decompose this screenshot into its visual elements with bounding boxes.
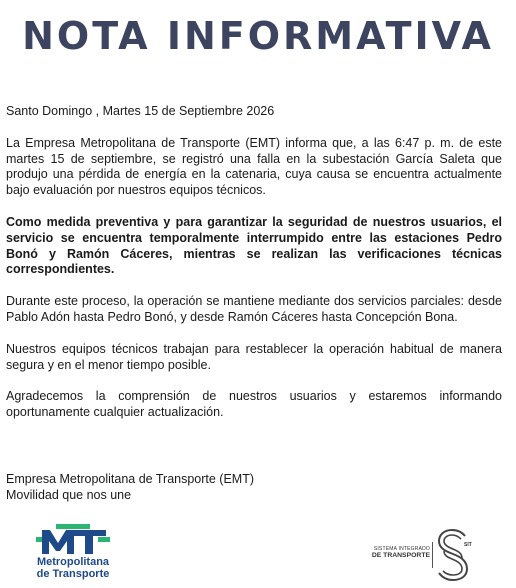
dateline: Santo Domingo , Martes 15 de Septiembre 2026	[6, 104, 275, 118]
mt-logo-line-2: de Transporte	[36, 568, 110, 580]
paragraph-incident: La Empresa Metropolitana de Transporte (EMT) informa que, a las 6:47 p. m. de este martes 15 de septiembre, se registró una falla en la subestación García Saleta que produjo una pérdida de energía en la catenaria, cuya causa se encuentra actualmente bajo evaluación por nuestros equipos técnicos.	[6, 135, 502, 198]
sit-logo-divider	[432, 542, 433, 568]
sistema-integrado-de-transporte-logo	[368, 524, 474, 584]
sit-logo-line-2: DE TRANSPORTE	[371, 552, 430, 559]
paragraph-service-interruption: Como medida preventiva y para garantizar la seguridad de nuestros usuarios, el servicio se encuentra temporalmente interrumpido entre las estaciones Pedro Bonó y Ramón Cáceres, mientras se realizan las verificaciones técnicas correspondientes.	[6, 214, 502, 277]
document-title: NOTA INFORMATIVA	[22, 14, 494, 58]
signature-slogan: Movilidad que nos une	[6, 488, 132, 502]
mt-logo-line-1: Metropolitana	[36, 556, 110, 568]
signature-block	[6, 471, 254, 503]
sit-logo-mark-label: SIT	[464, 542, 472, 548]
paragraph-partial-service: Durante este proceso, la operación se mantiene mediante dos servicios parciales: desde Pablo Adón hasta Pedro Bonó, y desde Ramón Cáceres hasta Concepción Bona.	[6, 294, 502, 324]
sit-logo-line-1: SISTEMA INTEGRADO	[373, 546, 430, 552]
mt-logo-mark-icon	[36, 524, 110, 554]
metropolitana-de-transporte-logo	[28, 524, 116, 580]
signature-organization: Empresa Metropolitana de Transporte (EMT)	[6, 472, 255, 486]
paragraph-thanks: Agradecemos la comprensión de nuestros usuarios y estaremos informando oportunamente cualquier actualización.	[6, 389, 502, 420]
document-body	[6, 104, 502, 421]
paragraph-restoration: Nuestros equipos técnicos trabajan para restablecer la operación habitual de manera segura y en el menor tiempo posible.	[6, 341, 502, 372]
sit-s-icon	[436, 528, 470, 582]
